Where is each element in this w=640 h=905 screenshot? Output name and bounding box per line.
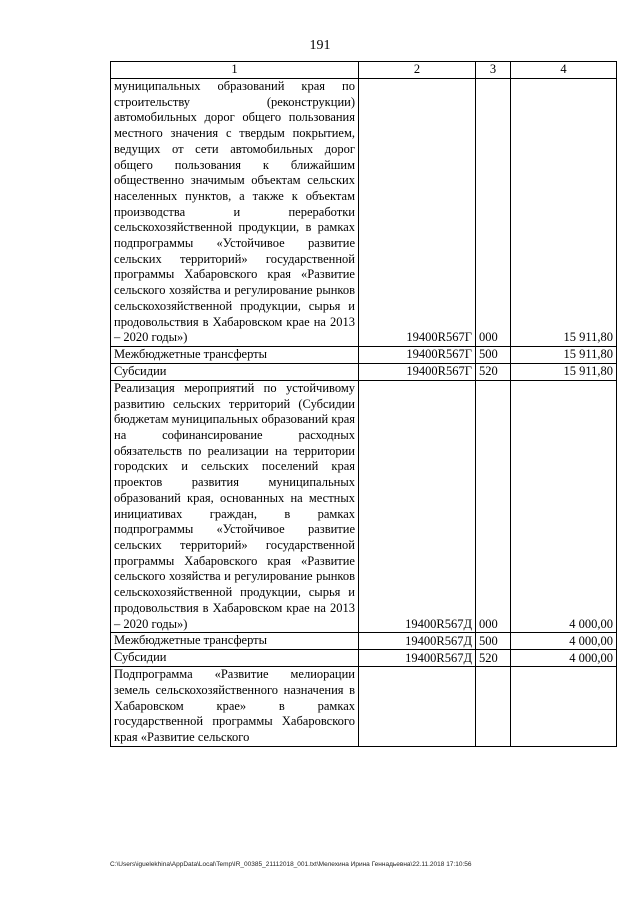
table-row <box>111 79 617 347</box>
header-col-3: 3 <box>476 62 511 79</box>
row-code: 19400R567Д <box>359 633 476 650</box>
row-kind: 500 <box>476 633 511 650</box>
header-col-2: 2 <box>359 62 476 79</box>
row-kind: 000 <box>476 380 511 632</box>
row-code: 19400R567Г <box>359 363 476 380</box>
row-description: Подпрограмма «Развитие мелиорации земель сельскохозяйственного назначения в Хабаровском крае» в рамках государственной программы Хабаровского края «Развитие сельского <box>111 667 359 747</box>
row-amount <box>511 667 617 747</box>
row-kind <box>476 667 511 747</box>
row-code <box>359 667 476 747</box>
page-number: 191 <box>309 38 331 53</box>
row-description: Межбюджетные трансферты <box>111 633 359 650</box>
row-kind: 000 <box>476 79 511 347</box>
row-code: 19400R567Г <box>359 79 476 347</box>
row-description: Межбюджетные трансферты <box>111 346 359 363</box>
row-amount: 4 000,00 <box>511 650 617 667</box>
row-amount: 15 911,80 <box>511 363 617 380</box>
row-code: 19400R567Д <box>359 380 476 632</box>
row-amount: 4 000,00 <box>511 380 617 632</box>
header-col-4: 4 <box>511 62 617 79</box>
row-kind: 500 <box>476 346 511 363</box>
table-row <box>111 380 617 632</box>
row-code: 19400R567Г <box>359 346 476 363</box>
row-description: муниципальных образований края по строительству (реконструкции) автомобильных дорог общего пользования местного значения с твердым покрытием, ведущих от сети автомобильных дорог общего пользования к ближайшим общественно значимым объектам сельских населенных пунктов, а также к объектам производства и переработки сельскохозяйственной продукции, в рамках подпрограммы «Устойчивое развитие сельских территорий» государственной программы Хабаровского края «Развитие сельского хозяйства и регулирование рынков сельскохозяйственной продукции, сырья и продовольствия в Хабаровском крае на 2013 – 2020 годы») <box>111 79 359 347</box>
header-col-1: 1 <box>111 62 359 79</box>
table-row <box>111 346 617 363</box>
table-header-row <box>111 62 617 79</box>
row-description: Реализация мероприятий по устойчивому развитию сельских территорий (Субсидии бюджетам муниципальных образований края на софинансирование расходных обязательств по реализации на территории городских и сельских поселений края проектов развития муниципальных образований края, основанных на местных инициативах граждан, в рамках подпрограммы «Устойчивое развитие сельских территорий» государственной программы Хабаровского края «Развитие сельского хозяйства и регулирование рынков сельскохозяйственной продукции, сырья и продовольствия в Хабаровском крае на 2013 – 2020 годы») <box>111 380 359 632</box>
row-code: 19400R567Д <box>359 650 476 667</box>
row-kind: 520 <box>476 363 511 380</box>
row-description: Субсидии <box>111 650 359 667</box>
table-row <box>111 633 617 650</box>
row-kind: 520 <box>476 650 511 667</box>
document-footer-path: C:\Users\iguelekhina\AppData\Local\Temp\IR_00385_21112018_001.txt\Мелехина Ирина Геннадьевна\22.11.2018 17:10:56 <box>110 861 472 868</box>
table-row <box>111 667 617 747</box>
budget-table <box>110 61 617 747</box>
row-amount: 15 911,80 <box>511 346 617 363</box>
row-amount: 4 000,00 <box>511 633 617 650</box>
row-description: Субсидии <box>111 363 359 380</box>
table-row <box>111 650 617 667</box>
table-row <box>111 363 617 380</box>
row-amount: 15 911,80 <box>511 79 617 347</box>
